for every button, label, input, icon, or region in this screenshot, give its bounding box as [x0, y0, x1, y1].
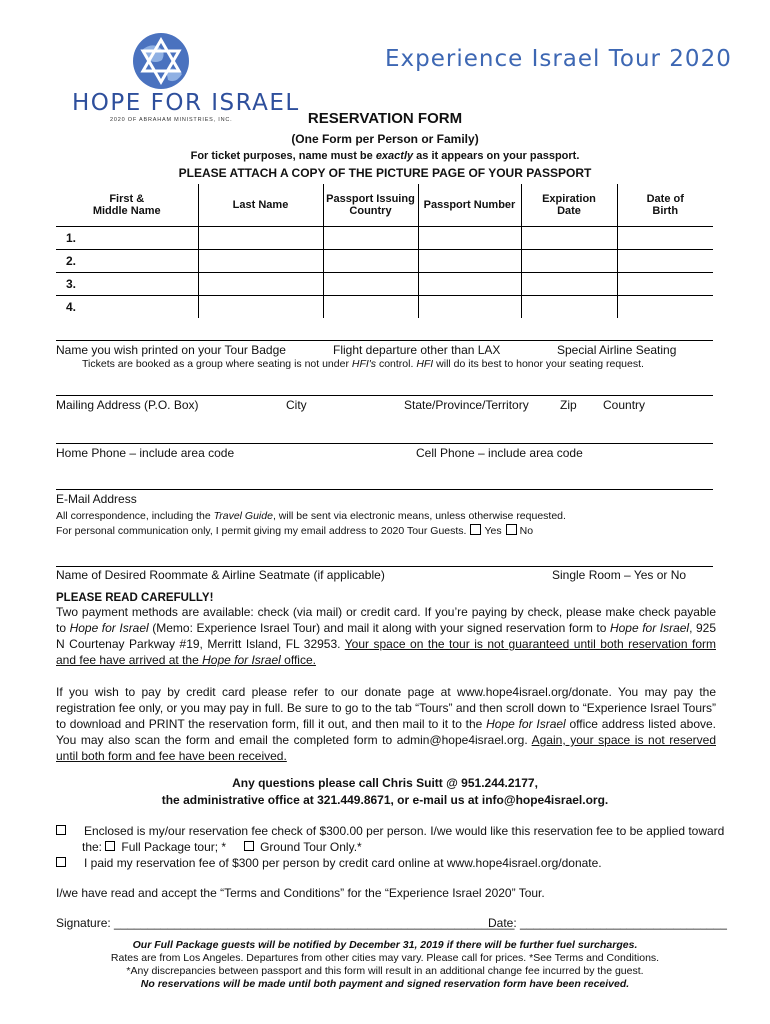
discrepancy-note: *Any discrepancies between passport and this form will result in an additional change fee incurred by the guest.: [126, 965, 644, 977]
col-date-of-birth: Date of Birth: [617, 184, 713, 227]
org-name: HOPE FOR ISRAEL: [72, 90, 300, 116]
col-last-name: Last Name: [198, 184, 323, 227]
date-field[interactable]: Date: _______________________________: [488, 916, 727, 930]
star-of-david-globe-logo: [130, 30, 192, 92]
questions-line-2: the administrative office at 321.449.8671, or e-mail us at info@hope4israel.org.: [161, 793, 609, 807]
address-line[interactable]: [56, 395, 713, 396]
col-expiration-date: Expiration Date: [521, 184, 617, 227]
col-passport-number: Passport Number: [418, 184, 521, 227]
form-subtitle: (One Form per Person or Family): [291, 132, 479, 146]
email-note: All correspondence, including the Travel Guide, will be sent via electronic means, unless otherwise requested.: [56, 510, 566, 522]
email-permission: For personal communication only, I permit giving my email address to 2020 Tour Guests. Yes No: [56, 525, 534, 537]
table-row[interactable]: 1.: [56, 227, 713, 250]
roommate-label: Name of Desired Roommate & Airline Seatmate (if applicable): [56, 568, 385, 582]
phone-line[interactable]: [56, 443, 713, 444]
no-checkbox[interactable]: [506, 524, 517, 535]
no-reservation-note: No reservations will be made until both payment and signed reservation form have been received.: [140, 978, 630, 990]
badge-line[interactable]: [56, 340, 713, 341]
check-payment-checkbox[interactable]: [56, 825, 66, 835]
email-label: E-Mail Address: [56, 492, 137, 506]
city-label: City: [286, 398, 307, 412]
form-title: RESERVATION FORM: [307, 110, 463, 127]
ground-tour-checkbox[interactable]: [244, 841, 254, 851]
roommate-line[interactable]: [56, 566, 713, 567]
signature-field[interactable]: Signature: ____________________________________________________________: [56, 916, 515, 930]
option-tour-type: the: Full Package tour; * Ground Tour Only.*: [82, 840, 362, 854]
state-label: State/Province/Territory: [404, 398, 529, 412]
cell-phone-label: Cell Phone – include area code: [416, 446, 583, 460]
table-row[interactable]: 3.: [56, 273, 713, 296]
traveler-table: [56, 184, 713, 318]
badge-name-label: Name you wish printed on your Tour Badge: [56, 343, 286, 357]
payment-paragraph-check: Two payment methods are available: check (via mail) or credit card. If you’re paying by check, please make check payable to Hope for Israel (Memo: Experience Israel Tour) and mail it along with your signed reservation form to Hope for Israel, 925 N Courtenay Parkway #19, Merritt Island, FL 32953. Your space on the tour is not guaranteed until both reservation form and fee have arrived at the Hope for Israel office.: [56, 605, 717, 667]
option-check-payment: Enclosed is my/our reservation fee check of $300.00 per person. I/we would like this reservation fee to be applied toward: [56, 824, 724, 838]
country-label: Country: [603, 398, 646, 412]
home-phone-label: Home Phone – include area code: [56, 446, 235, 460]
org-subtitle: 2020 OF ABRAHAM MINISTRIES, INC.: [110, 117, 233, 123]
table-row[interactable]: 4.: [56, 296, 713, 319]
col-passport-country: Passport Issuing Country: [323, 184, 418, 227]
airline-seating-label: Special Airline Seating: [557, 343, 677, 357]
seating-note: Tickets are booked as a group where seating is not under HFI's control. HFI will do its best to honor your seating request.: [82, 358, 644, 370]
flight-departure-label: Flight departure other than LAX: [333, 343, 501, 357]
ticket-note: For ticket purposes, name must be exactly as it appears on your passport.: [190, 150, 580, 162]
tour-title: Experience Israel Tour 2020: [385, 46, 732, 72]
card-payment-checkbox[interactable]: [56, 857, 66, 867]
yes-checkbox[interactable]: [470, 524, 481, 535]
single-room-label: Single Room – Yes or No: [552, 568, 687, 582]
questions-line-1: Any questions please call Chris Suitt @ 951.244.2177,: [232, 776, 538, 790]
fuel-surcharge-note: Our Full Package guests will be notified by December 31, 2019 if there will be further fuel surcharges.: [132, 939, 638, 951]
col-first-middle-name: First & Middle Name: [92, 193, 161, 217]
email-line[interactable]: [56, 489, 713, 490]
option-card-payment: I paid my reservation fee of $300 per person by credit card online at www.hope4israel.org/donate.: [56, 856, 602, 870]
terms-acceptance: I/we have read and accept the “Terms and Conditions” for the “Experience Israel 2020” Tour.: [56, 886, 545, 900]
read-carefully-heading: PLEASE READ CAREFULLY!: [56, 592, 214, 604]
full-package-checkbox[interactable]: [105, 841, 115, 851]
mailing-address-label: Mailing Address (P.O. Box): [56, 398, 199, 412]
zip-label: Zip: [560, 398, 577, 412]
rates-note: Rates are from Los Angeles. Departures from other cities may vary. Please call for prices. *See Terms and Conditions.: [110, 952, 660, 964]
table-row[interactable]: 2.: [56, 250, 713, 273]
payment-paragraph-card: If you wish to pay by credit card please refer to our donate page at www.hope4israel.org/donate. You may pay the registration fee only, or you may pay in full. Be sure to go to the tab “Tours” and then scroll down to “Experience Israel Tours” to download and PRINT the reservation form, fill it out, and then mail to it to the Hope for Israel office address listed above. You may also scan the form and email the completed form to admin@hope4israel.org. Again, your space is not reserved until both form and fee have been received.: [56, 685, 717, 763]
attach-passport-note: PLEASE ATTACH A COPY OF THE PICTURE PAGE OF YOUR PASSPORT: [178, 166, 592, 180]
